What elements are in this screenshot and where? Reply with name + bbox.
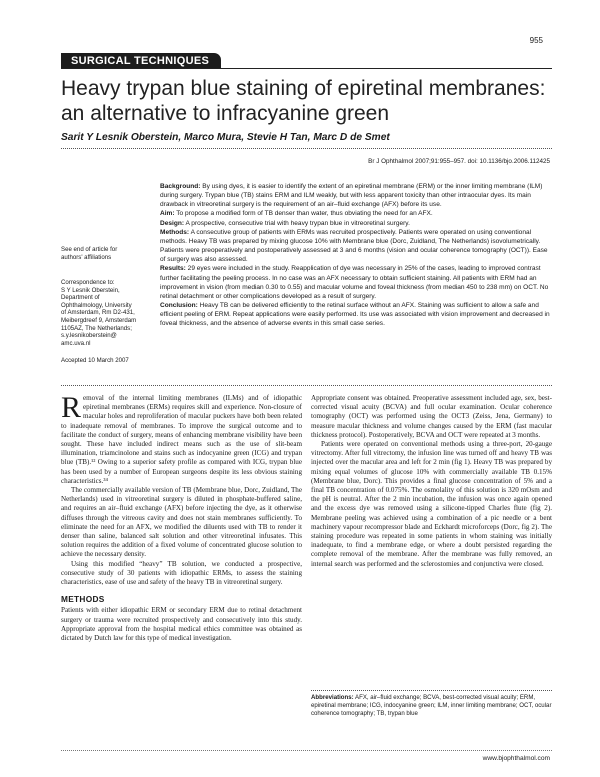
body-paragraph: Patients with either idiopathic ERM or secondary ERM due to retinal detachment surgery or trauma were recruited prospectively and consecutively into this study. Appropriate approval from the hospital medical ethics committee was obtained as dictated by Dutch law for this type of medical investigation. <box>61 606 302 643</box>
abbreviations-text <box>311 694 552 717</box>
abstract-methods <box>160 228 551 265</box>
sidebar-line: Department of <box>61 294 100 302</box>
abstract-results <box>160 264 551 301</box>
abstract <box>160 182 551 329</box>
author-list: Sarit Y Lesnik Oberstein, Marco Mura, Stevie H Tan, Marc D de Smet <box>61 132 390 143</box>
abstract-background <box>160 182 551 209</box>
abstract-text: Heavy TB can be delivered efficiently to the retinal surface without an AFX. Staining was sufficient to allow a safe and efficient peeling of ERM. Repeat applications were easily performed. Its use was associated with vision improvement and decreased in foveal thickness, and the absence of adverse events in this small case series. <box>160 302 550 328</box>
sidebar-line: authors' affiliations <box>61 253 112 261</box>
page-number: 955 <box>529 36 543 45</box>
citation: Br J Ophthalmol 2007;91:955–957. doi: 10.1136/bjo.2006.112425 <box>368 158 550 165</box>
abbreviations-list: AFX, air–fluid exchange; BCVA, best-corrected visual acuity; ERM, epiretinal membrane; ICG, indocyanine green; ILM, inner limiting membrane; OCT, ocular coherence tomography; TB, trypan blue <box>311 694 552 717</box>
sidebar-line: Meibergdreef 9, Amsterdam <box>61 316 137 324</box>
sidebar-line: See end of article for <box>61 246 118 253</box>
body-paragraph <box>61 391 302 486</box>
sidebar-line: of Amsterdam, Rm D2-431, <box>61 309 135 317</box>
abstract-label: Methods: <box>160 228 190 236</box>
sidebar-line: 1105AZ, The Netherlands; <box>61 324 132 332</box>
abstract-text: To propose a modified form of TB denser than water, thus obviating the need for an AFX. <box>176 210 433 218</box>
abstract-text: A prospective, consecutive trial with heavy trypan blue in vitreoretinal surgery. <box>185 219 410 227</box>
abstract-design <box>160 219 551 228</box>
abstract-text: A consecutive group of patients with ERMs was recruited prospectively. Patients were operated on using conventional methods. Heavy TB was prepared by mixing glucose 10% with Membrane blue (Dorc, Zuidland, The Netherlands) isovolumetrically. Patients were preoperatively and postoperatively assessed at 3 and 6 months (vision and ocular coherence tomography (OCT)). Ease of surgery was also assessed. <box>160 228 548 264</box>
section-heading-methods: METHODS <box>61 594 105 605</box>
sidebar-line: amc.uva.nl <box>61 339 91 347</box>
paragraph-text: emoval of the internal limiting membranes (ILMs) and of idiopathic epiretinal membranes (ERMs) requires skill and experience. Non-closure of macular holes and reproliferation of macular puckers have both been related to inadequate removal of membranes. To improve the surgical outcome and to facilitate the conduct of surgery, means of enhancing membrane visibility have been sought. These have included indirect means such as the use of slit-beam illumination, triamcinolone and stains such as indocyanine green (ICG) and trypan blue (TB).¹² Owing to a superior safety profile as compared with ICG, trypan blue has been used by a number of European surgeons despite its less obvious staining characteristics.³⁴ <box>61 394 302 485</box>
abstract-text: 29 eyes were included in the study. Reapplication of dye was necessary in 25% of the cases, leading to improved contrast further facilitating the peeling process. In no case was an AFX necessary to obtain sufficient staining. All patients with ERM had an improvement in vision (from median 0.30 to 0.55) and macular volume and foveal thickness (from median 450 to 238 mm) on OCT. No retinal detachment or other complications developed as a result of surgery. <box>160 265 549 300</box>
journal-url: www.bjophthalmol.com <box>482 755 550 762</box>
sidebar-line: S Y Lesnik Oberstein, <box>61 286 120 294</box>
body-column-left <box>61 391 302 643</box>
abstract-text: By using dyes, it is easier to identify the extent of an epiretinal membrane (ERM) or the inner limiting membrane (ILM) during surgery. Trypan blue (TB) stains ERM and ILM weakly, but with less apparent toxicity than other intraocular dyes. Its main drawback in vitreoretinal surgery is the requirement of an air–fluid exchange (AFX) before its use. <box>160 183 543 209</box>
header-divider <box>61 148 552 149</box>
drop-cap: R <box>61 391 82 424</box>
abstract-aim <box>160 209 551 218</box>
body-paragraph: Appropriate consent was obtained. Preoperative assessment included age, sex, best-corrected visual acuity (BCVA) and full ocular examination. Ocular coherence tomography (OCT) was performed using the OCT3 (Zeiss, Jena, Germany) to measure macular thickness and volume changes caused by the ERM (fast macular thickness protocol). Postoperatively, BCVA and OCT were repeated at 3 months. <box>311 394 552 439</box>
accepted-date: Accepted 10 March 2007 <box>61 357 129 364</box>
body-column-right <box>311 394 552 569</box>
abstract-label: Design: <box>160 219 185 227</box>
sidebar-line: s.y.lesnikoberstein@ <box>61 332 117 340</box>
abbreviations-label: Abbreviations: <box>311 694 354 701</box>
sidebar-line: Correspondence to: <box>61 279 115 286</box>
article-title: Heavy trypan blue staining of epiretinal membranes: an alternative to infracyanine green <box>61 77 546 125</box>
affiliations-note <box>61 246 149 261</box>
abstract-label: Aim: <box>160 210 175 218</box>
sidebar-line: Ophthalmology, University <box>61 301 132 309</box>
footer-divider <box>61 750 552 751</box>
body-paragraph: Using this modified “heavy” TB solution, we conducted a prospective, consecutive study of 30 patients with idiopathic ERMs, to assess the staining characteristics, ease of use and safety of the heavy TB in vitreoretinal surgery. <box>61 559 302 587</box>
section-rule <box>61 68 552 69</box>
body-paragraph: The commercially available version of TB (Membrane blue, Dorc, Zuidland, The Netherlands) used in vitreoretinal surgery is diluted in phosphate-buffered saline, and requires an air–fluid exchange (AFX) before injecting the dye, as it otherwise diffuses through the vitreous cavity and does not stain membranes sufficiently. To eliminate the need for an AFX, we modified the diluents used with TB to render it denser than saline, balanced salt solution and other vitreoretinal infusates. This solution requires the addition of a fixed volume of concentrated glucose solution to achieve the necessary density. <box>61 486 302 559</box>
abstract-label: Results: <box>160 265 186 273</box>
abbreviations-box <box>311 690 552 717</box>
correspondence-note <box>61 279 153 347</box>
section-label: SURGICAL TECHNIQUES <box>61 53 221 69</box>
abstract-conclusion <box>160 301 551 328</box>
abstract-divider <box>61 385 552 386</box>
abstract-label: Background: <box>160 183 201 190</box>
body-paragraph: Patients were operated on conventional methods using a three-port, 20-gauge vitrectomy. After full vitrectomy, the infusion line was turned off and heavy TB was injected over the macular area and left for 2 min (fig 1). Heavy TB was prepared by mixing equal volumes of glucose 10% with commercially available TB 0.15% (Membrane blue, Dorc). This provides a final glucose concentration of 5% and a final TB concentration of 0.075%. The osmolality of this solution is 320 mOsm and the pH is neutral. After the 2 min incubation, the infusion was once again opened and the excess dye was removed using a silicone-tipped Charles flute (fig 2). Membrane peeling was achieved using a combination of a pic needle or a bent machinery vapour recompressor blade and Eckhardt microforceps (Dorc, fig 2). The staining procedure was repeated in some patients in whom staining was initially inadequate, to find a membrane edge, or where a doubt persisted regarding the complete removal of the membrane. After the membrane was fully removed, an internal search was performed and the sclerostomies and conjunctiva were closed. <box>311 440 552 568</box>
abstract-label: Conclusion: <box>160 302 198 310</box>
